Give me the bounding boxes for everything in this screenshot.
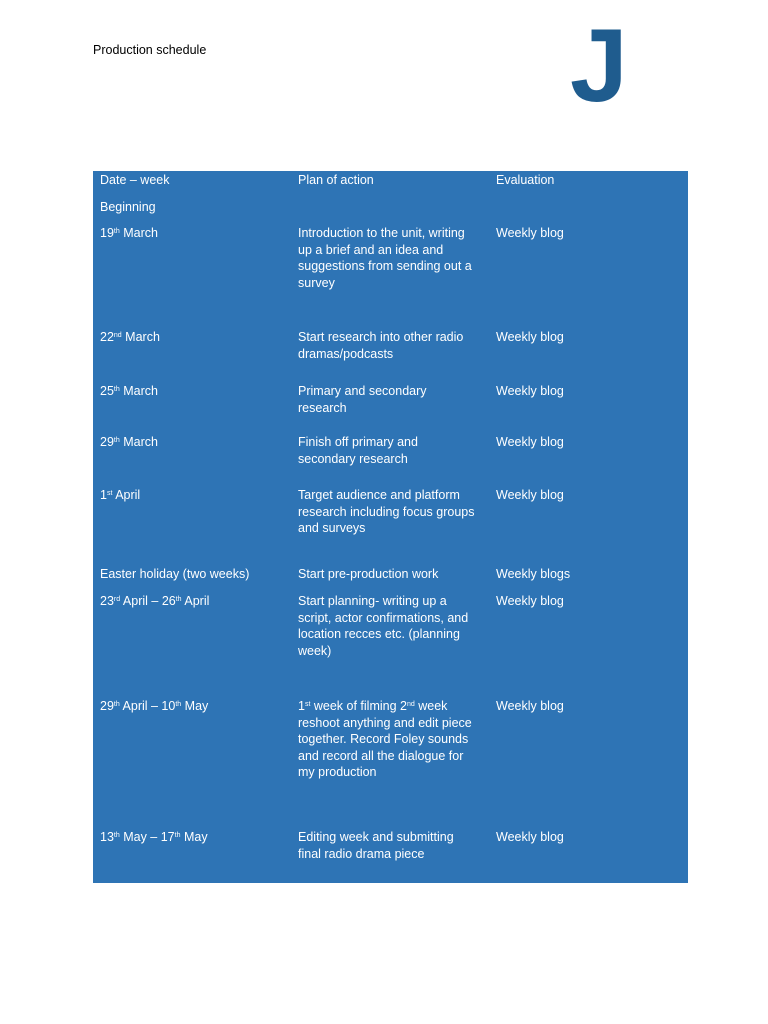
row-date: 29th April – 10th May [100, 699, 209, 713]
header-evaluation: Evaluation [496, 173, 555, 187]
page-title: Production schedule [93, 43, 207, 57]
row-plan: Finish off primary and secondary research [298, 435, 418, 466]
row-date: 25th March [100, 384, 158, 398]
header-plan: Plan of action [298, 173, 374, 187]
row-evaluation: Weekly blog [496, 488, 564, 502]
row-date: 29th March [100, 435, 158, 449]
row-plan: Target audience and platform research including focus groups and surveys [298, 488, 475, 535]
beginning-label: Beginning [100, 200, 156, 214]
row-evaluation: Weekly blog [496, 330, 564, 344]
production-schedule-table [93, 171, 688, 883]
row-date: Easter holiday (two weeks) [100, 567, 250, 581]
header-date: Date – week [100, 173, 170, 187]
row-plan: Editing week and submitting final radio drama piece [298, 830, 454, 861]
row-evaluation: Weekly blog [496, 830, 564, 844]
row-date: 19th March [100, 226, 158, 240]
row-plan: Start planning- writing up a script, actor confirmations, and location recces etc. (planning week) [298, 594, 469, 658]
j-logo: J [570, 8, 626, 124]
row-date: 22nd March [100, 330, 160, 344]
row-evaluation: Weekly blogs [496, 567, 571, 581]
row-evaluation: Weekly blog [496, 594, 564, 608]
row-evaluation: Weekly blog [496, 699, 564, 713]
row-plan: Primary and secondary research [298, 384, 427, 415]
row-plan: Start research into other radio dramas/podcasts [298, 330, 464, 361]
row-plan: Introduction to the unit, writing up a brief and an idea and suggestions from sending out a survey [298, 226, 472, 290]
row-evaluation: Weekly blog [496, 226, 564, 240]
row-date: 1st April [100, 488, 141, 502]
row-evaluation: Weekly blog [496, 384, 564, 398]
row-plan: 1st week of filming 2nd week reshoot anything and edit piece together. Record Foley sounds and record all the dialogue for my production [298, 699, 472, 779]
row-date: 13th May – 17th May [100, 830, 208, 844]
row-evaluation: Weekly blog [496, 435, 564, 449]
row-date: 23rd April – 26th April [100, 594, 210, 608]
row-plan: Start pre-production work [298, 567, 439, 581]
